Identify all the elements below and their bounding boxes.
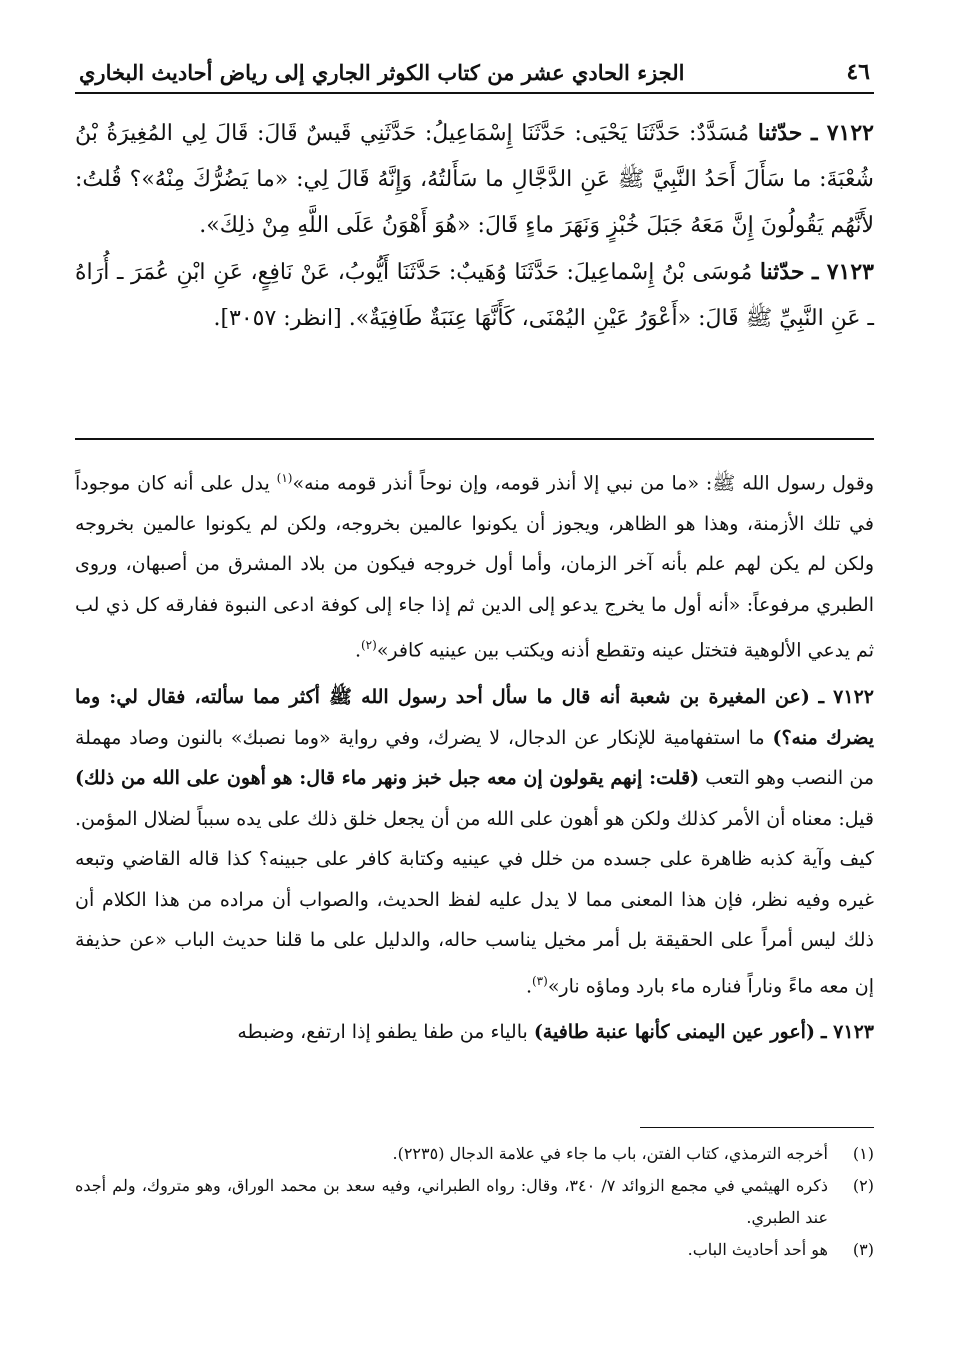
footnote-number: (٢) [852,1176,874,1195]
footnote-number: (١) [852,1144,874,1163]
hadith-intro: حدّثنا [759,259,805,285]
footnote-text: ذكره الهيثمي في مجمع الزوائد ٧/ ٣٤٠، وقال: رواه الطبراني، وفيه سعد بن محمد الوراق، وهو متروك، ولم أجده عند الطبري. [75,1176,828,1227]
commentary-quote: (قلت: إنهم يقولون إن معه جبل خبز ونهر ماء قال: هو أهون على الله من ذلك) [75,767,700,790]
footnote [75,1234,874,1266]
commentary-number: ٧١٢٢ ـ [818,686,874,709]
commentary-text: قيل: معناه أن الأمر كذلك ولكن هو أهون على الله من أن يجعل خلق ذلك على يده سبباً لضلال المؤمن. كيف وآية كذبه ظاهرة على جسده من خلل في عينيه وكتابة كافر على جبينه؟ كذا قاله القاضي وتبعه غيره وفيه نظر، فإن هذا المعنى مما لا يدل عليه لفظ الحديث، والصواب أن مراده من هذا الكلام أن ذلك ليس أمراً على الحقيقة بل أمر مخيل يناسب حاله، والدليل على ما قلنا حديث الباب «عن حذيفة إن معه ماءً وناراً فناره ماء بارد وماؤه نار» [75,807,874,997]
commentary-text: ما استفهامية للإنكار عن الدجال، لا يضرك، وفي رواية «وما نصبك» بالنون وصاد مهملة من النصب وهو التعب [75,726,875,790]
page-number: ٤٦ [846,59,870,85]
commentary-text: . [354,639,361,662]
commentary-paragraph [75,458,874,671]
footnote-ref: (٣) [531,973,548,988]
hadith-body: مُسَدَّدٌ: حَدَّثَنَا يَحْيَى: حَدَّثَنَا إِسْمَاعِيلُ: حَدَّثَنِي قَيسٌ قَالَ: قَالَ لِي المُغِيرَةُ بْنُ شُعْبَةَ: ما سَأَلَ أَحَدُ النَّبِيَّ ﷺ عَنِ الدَّجَّالِ ما سَأَلتُهُ، وَإِنَّهُ قَالَ لِي: «ما يَضُرُّكَ مِنْهُ»؟ قُلتُ: لأَنَّهُم يَقُولُونَ إِنَّ مَعَهُ جَبَلَ خُبْزٍ وَنَهَرَ ماءٍ قَالَ: «هُوَ أَهْوَنُ عَلَى اللَّهِ مِنْ ذلِكَ». [75,121,874,238]
hadith-intro: حدّثنا [757,120,803,146]
commentary-quote: (أعور عين اليمنى كأنها عنبة طافية) [533,1021,815,1044]
commentary-paragraph [75,677,874,1006]
commentary-quote: (عن المغيرة بن شعبة أنه قال ما سأل أحد رسول الله ﷺ أكثر مما سألته، فقال لي: وما يضرك منه؟) [75,686,874,749]
running-title: الجزء الحادي عشر من كتاب الكوثر الجاري إلى رياض أحاديث البخاري [79,59,685,85]
footnote-ref: (٢) [360,638,377,653]
commentary-text: وقول رسول الله ﷺ: «ما من نبي إلا أنذر قومه، وإن نوحاً أنذر قومه منه» [292,472,874,495]
footnote [75,1138,874,1170]
hadith-7123 [75,249,874,342]
page-header [75,52,874,94]
footnote-text: أخرجه الترمذي، كتاب الفتن، باب ما جاء في علامة الدجال (٢٢٣٥). [392,1144,828,1163]
commentary-paragraph [75,1012,874,1053]
section-divider [75,438,874,440]
commentary-text: بالياء من طفا يطفو إذا ارتفع، وضبطه [237,1021,534,1044]
footnote-ref: (١) [276,471,293,485]
footnotes [75,1138,874,1266]
footnote-text: هو أحد أحاديث الباب. [687,1240,828,1259]
hadith-text-block [75,110,874,342]
footnote [75,1170,874,1234]
footnote-number: (٣) [852,1240,874,1259]
commentary-text: يدل على أنه كان موجوداً في تلك الأزمنة، وهذا هو الظاهر، ويجوز أن يكونوا عالمين بخروجه، ولكن لم يكونوا عالمين بخروجه ولكن لم يكن لهم علم بأنه آخر الزمان، وأما أول خروجه فيكون من بلاد المشرق من أصبهان، وروى الطبري مرفوعاً: «أنه أول ما يخرج يدعو إلى الدين ثم إذا جاء إلى كوفة ادعى النبوة ففارقه كل ذي لب ثم يدعي الألوهية فتختل عينه وتقطع أذنه ويكتب بين عينيه كافر» [75,472,874,662]
commentary-number: ٧١٢٣ ـ [820,1021,874,1044]
commentary-block [75,458,874,1059]
hadith-7122 [75,110,874,249]
commentary-text: . [525,974,532,997]
hadith-number: ٧١٢٣ ـ [812,259,874,285]
hadith-number: ٧١٢٢ ـ [811,120,874,146]
footnote-divider [640,1127,874,1128]
hadith-body: مُوسَى بْنُ إِسْماعِيلَ: حَدَّثَنَا وُهَيبٌ: حَدَّثَنَا أَيُّوبُ، عَنْ نَافِعٍ، عَنِ ابْنِ عُمَرَ ـ أُرَاهُ ـ عَنِ النَّبِيِّ ﷺ قَالَ: «أَعْوَرُ عَيْنِ اليُمْنَى، كَأَنَّهَا عِنَبَةٌ طَافِيَةٌ». [انظر: ٣٠٥٧]. [75,260,874,331]
